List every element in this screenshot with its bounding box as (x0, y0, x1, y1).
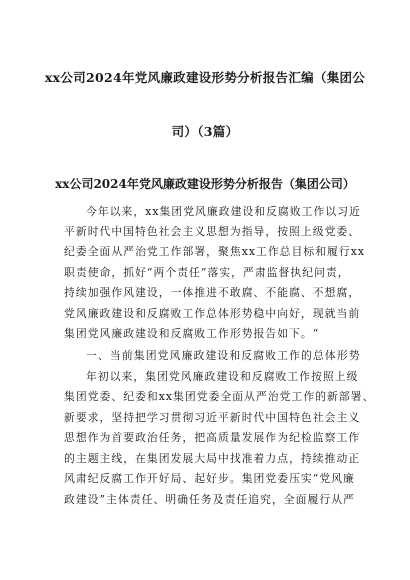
body-line: 年初以来，集团党风廉政建设和反腐败工作按照上级 (86, 370, 359, 383)
body-line: 政建设”主体责任、明确任务及责任追究，全面履行从严 (64, 493, 355, 506)
body-line: 思想作为首要政治任务，把高质量发展作为纪检监察工作 (64, 431, 361, 444)
body-line: 集团党风廉政建设和反腐败工作形势报告如下。“ (64, 327, 320, 340)
body-line: 集团党委、纪委和xx集团党委全面从严治党工作的新部署、 (64, 390, 375, 403)
report-subtitle: xx公司2024年党风廉政建设形势分析报告（集团公司） (55, 177, 355, 191)
body-line: 纪委全面从严治党工作部署，聚焦xx工作总目标和履行xx (64, 245, 366, 258)
body-line: 持续加强作风建设，一体推进不敢腐、不能腐、不想腐， (64, 286, 361, 299)
body-line: 新要求，坚持把学习贯彻习近平新时代中国特色社会主义 (64, 411, 361, 424)
document-title-line-1: xx公司2024年党风廉政建设形势分析报告汇编（集团公 (44, 70, 366, 85)
body-line: 职责使命，抓好“两个责任”落实，严肃监督执纪问责， (64, 266, 350, 279)
body-line: 党风廉政建设和反腐败工作总体形势稳中向好，现就当前 (64, 307, 361, 320)
document-title-line-2: 司）（3篇） (171, 124, 239, 139)
body-line: 今年以来，xx集团党风廉政建设和反腐败工作以习近 (86, 205, 361, 218)
body-line: 风肃纪反腐工作开好局、起好步。集团党委压实“党风廉 (64, 472, 355, 485)
body-line: 的主题主线，在集团发展大局中找准着力点，持续推动正 (64, 452, 361, 465)
section-heading: 一、当前集团党风廉政建设和反腐败工作的总体形势 (86, 349, 361, 362)
body-line: 平新时代中国特色社会主义思想为指导，按照上级党委、 (64, 225, 361, 238)
